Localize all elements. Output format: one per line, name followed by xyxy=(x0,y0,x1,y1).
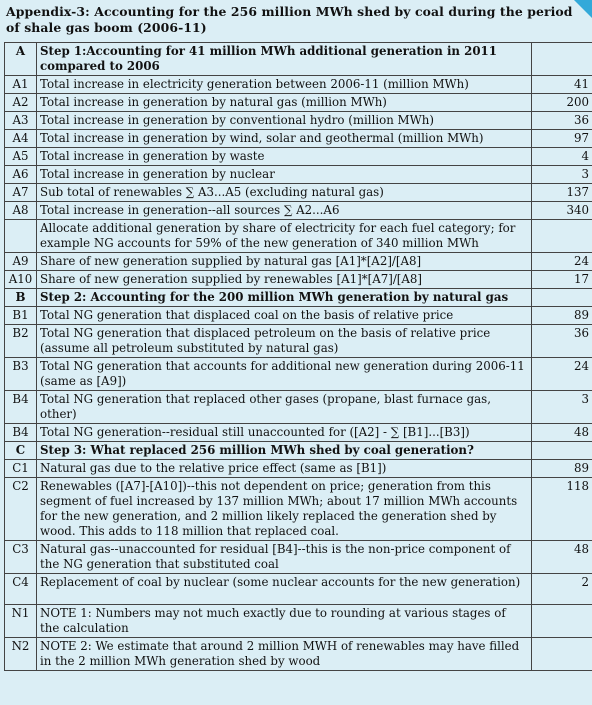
table-row xyxy=(5,478,592,541)
table-row xyxy=(5,574,592,605)
row-description: Total NG generation--residual still unaccounted for ([A2] - ∑ [B1]...[B3]) xyxy=(37,424,532,442)
row-description: Step 2: Accounting for the 200 million MWh generation by natural gas xyxy=(37,289,532,307)
table-row xyxy=(5,76,592,94)
row-value xyxy=(532,605,592,638)
row-id: B1 xyxy=(5,307,37,325)
table-row xyxy=(5,202,592,220)
row-description: Allocate additional generation by share of electricity for each fuel category; for example NG accounts for 59% of the new generation of 340 million MWh xyxy=(37,220,532,253)
row-id: A4 xyxy=(5,130,37,148)
row-id: A8 xyxy=(5,202,37,220)
accounting-table xyxy=(4,42,592,671)
row-description: Share of new generation supplied by renewables [A1]*[A7]/[A8] xyxy=(37,271,532,289)
table-row xyxy=(5,220,592,253)
row-value: 2 xyxy=(532,574,592,605)
row-value: 340 xyxy=(532,202,592,220)
row-value: 17 xyxy=(532,271,592,289)
row-id: A5 xyxy=(5,148,37,166)
row-id: A xyxy=(5,43,37,76)
row-value: 3 xyxy=(532,166,592,184)
row-id: B2 xyxy=(5,325,37,358)
section-header-row xyxy=(5,43,592,76)
row-id: A10 xyxy=(5,271,37,289)
row-description: Share of new generation supplied by natural gas [A1]*[A2]/[A8] xyxy=(37,253,532,271)
row-id: C2 xyxy=(5,478,37,541)
row-value: 41 xyxy=(532,76,592,94)
table-row xyxy=(5,148,592,166)
row-description: Total increase in generation by natural gas (million MWh) xyxy=(37,94,532,112)
row-id: N1 xyxy=(5,605,37,638)
row-value: 200 xyxy=(532,94,592,112)
row-description: NOTE 2: We estimate that around 2 million MWH of renewables may have filled in the 2 million MWh generation shed by wood xyxy=(37,638,532,671)
row-description: Total increase in generation by nuclear xyxy=(37,166,532,184)
row-id xyxy=(5,220,37,253)
row-value xyxy=(532,220,592,253)
table-row xyxy=(5,307,592,325)
row-description: Total increase in electricity generation between 2006-11 (million MWh) xyxy=(37,76,532,94)
row-value: 24 xyxy=(532,358,592,391)
row-description: Total increase in generation by waste xyxy=(37,148,532,166)
row-description: Natural gas due to the relative price effect (same as [B1]) xyxy=(37,460,532,478)
row-id: C4 xyxy=(5,574,37,605)
row-value: 97 xyxy=(532,130,592,148)
row-id: A7 xyxy=(5,184,37,202)
row-id: A9 xyxy=(5,253,37,271)
table-row xyxy=(5,94,592,112)
row-description: Total increase in generation by conventional hydro (million MWh) xyxy=(37,112,532,130)
row-description: Renewables ([A7]-[A10])--this not dependent on price; generation from this segment of fuel increased by 137 million MWh; about 17 million MWh accounts for the new generation, and 2 million likely replaced the generation shed by wood. This adds to 118 million that replaced coal. xyxy=(37,478,532,541)
row-value: 24 xyxy=(532,253,592,271)
table-row xyxy=(5,358,592,391)
row-id: C1 xyxy=(5,460,37,478)
row-description: NOTE 1: Numbers may not much exactly due to rounding at various stages of the calculation xyxy=(37,605,532,638)
row-id: B4 xyxy=(5,391,37,424)
row-id: B xyxy=(5,289,37,307)
table-row xyxy=(5,130,592,148)
appendix-title: Appendix-3: Accounting for the 256 million MWh shed by coal during the period of shale gas boom (2006-11) xyxy=(6,4,573,35)
row-id: B4 xyxy=(5,424,37,442)
table-row xyxy=(5,184,592,202)
table-row xyxy=(5,253,592,271)
row-description: Step 1:Accounting for 41 million MWh additional generation in 2011 compared to 2006 xyxy=(37,43,532,76)
table-row xyxy=(5,166,592,184)
section-header-row xyxy=(5,289,592,307)
row-description: Replacement of coal by nuclear (some nuclear accounts for the new generation) xyxy=(37,574,532,605)
row-id: C xyxy=(5,442,37,460)
table-row xyxy=(5,605,592,638)
row-description: Sub total of renewables ∑ A3...A5 (excluding natural gas) xyxy=(37,184,532,202)
row-value: 36 xyxy=(532,325,592,358)
row-value: 89 xyxy=(532,460,592,478)
row-id: A1 xyxy=(5,76,37,94)
row-description: Step 3: What replaced 256 million MWh shed by coal generation? xyxy=(37,442,532,460)
table-row xyxy=(5,638,592,671)
row-id: A6 xyxy=(5,166,37,184)
row-value xyxy=(532,289,592,307)
section-header-row xyxy=(5,442,592,460)
row-id: A3 xyxy=(5,112,37,130)
table-row xyxy=(5,391,592,424)
row-value: 36 xyxy=(532,112,592,130)
row-value: 4 xyxy=(532,148,592,166)
row-value: 48 xyxy=(532,541,592,574)
row-value: 118 xyxy=(532,478,592,541)
table-body xyxy=(5,43,592,671)
row-description: Total NG generation that accounts for additional new generation during 2006-11 (same as [A9]) xyxy=(37,358,532,391)
row-description: Total increase in generation by wind, solar and geothermal (million MWh) xyxy=(37,130,532,148)
table-row xyxy=(5,112,592,130)
row-description: Total increase in generation--all sources ∑ A2...A6 xyxy=(37,202,532,220)
row-value: 137 xyxy=(532,184,592,202)
row-value: 48 xyxy=(532,424,592,442)
row-id: A2 xyxy=(5,94,37,112)
row-description: Total NG generation that displaced coal on the basis of relative price xyxy=(37,307,532,325)
row-value xyxy=(532,43,592,76)
row-value: 89 xyxy=(532,307,592,325)
row-value xyxy=(532,638,592,671)
row-id: N2 xyxy=(5,638,37,671)
table-row xyxy=(5,424,592,442)
table-row xyxy=(5,460,592,478)
row-description: Natural gas--unaccounted for residual [B4]--this is the non-price component of the NG generation that substituted coal xyxy=(37,541,532,574)
table-row xyxy=(5,271,592,289)
row-description: Total NG generation that replaced other gases (propane, blast furnace gas, other) xyxy=(37,391,532,424)
row-value: 3 xyxy=(532,391,592,424)
row-id: C3 xyxy=(5,541,37,574)
row-description: Total NG generation that displaced petroleum on the basis of relative price (assume all petroleum substituted by natural gas) xyxy=(37,325,532,358)
row-value xyxy=(532,442,592,460)
row-id: B3 xyxy=(5,358,37,391)
table-row xyxy=(5,325,592,358)
table-row xyxy=(5,541,592,574)
